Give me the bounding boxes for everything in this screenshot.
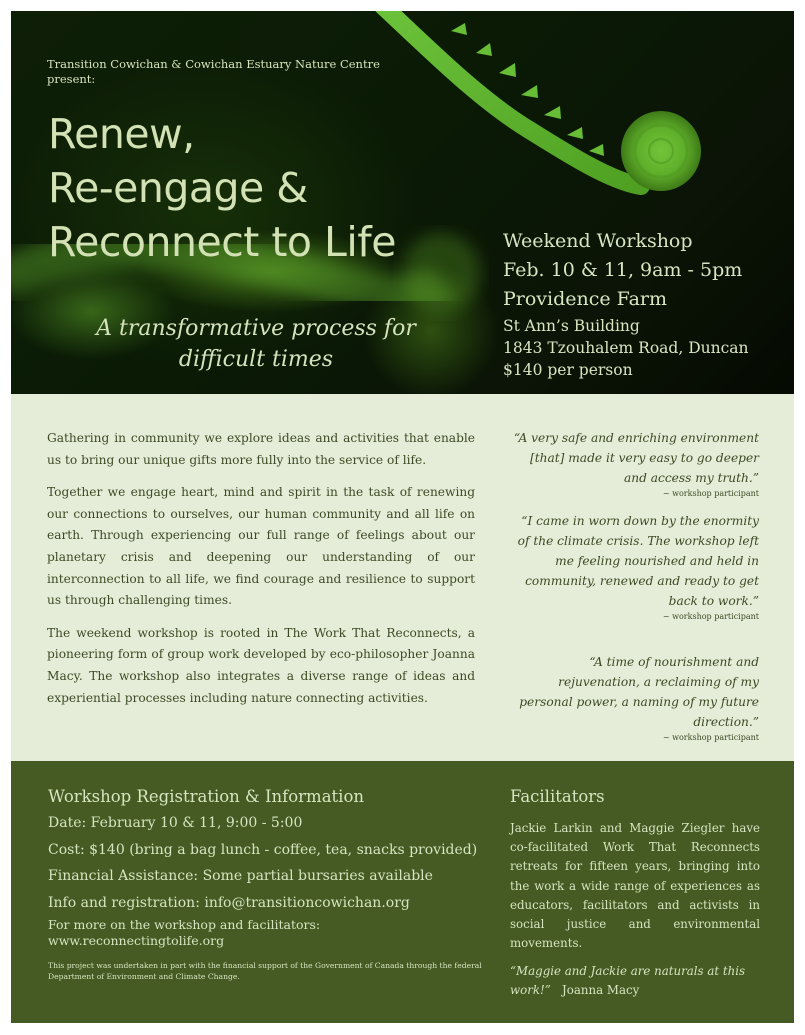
registration-heading: Workshop Registration & Information	[48, 787, 365, 806]
event-details	[503, 227, 793, 381]
presenter-line: Transition Cowichan & Cowichan Estuary Nature Centre	[47, 57, 380, 71]
registration-cost: Cost: $140 (bring a bag lunch - coffee, tea, snacks provided)	[48, 841, 478, 858]
registration-contact-email[interactable]: Info and registration: info@transitioncowichan.org	[48, 894, 410, 911]
testimonials	[511, 428, 759, 755]
subtitle-line: A transformative process for	[96, 316, 416, 341]
presenter-line: present:	[47, 72, 96, 86]
financial-assistance: Financial Assistance: Some partial bursaries available	[48, 868, 433, 884]
event-dates: Feb. 10 & 11, 9am - 5pm	[503, 259, 743, 281]
description-section	[11, 394, 794, 761]
testimonial-attribution: ~ workshop participant	[662, 733, 759, 742]
intro-paragraph: The weekend workshop is rooted in The Work That Reconnects, a pioneering form of group work developed by eco-philosopher Joanna Macy. The workshop also integrates a diverse range of ideas and experiential processes including nature connecting activities.	[47, 625, 475, 705]
flyer-page	[11, 11, 794, 1023]
facilitators-endorsement	[510, 962, 760, 1000]
subtitle-line: difficult times	[178, 347, 334, 372]
title-line: Renew,	[48, 110, 195, 158]
intro-text	[47, 428, 475, 720]
endorsement-quote: “Maggie and Jackie are naturals at this work!”	[510, 964, 746, 998]
testimonial-attribution: ~ workshop participant	[662, 612, 759, 621]
presenter-credit	[47, 57, 507, 87]
event-venue: Providence Farm	[503, 288, 668, 310]
event-subtitle	[51, 313, 461, 375]
event-price: $140 per person	[503, 361, 633, 379]
testimonial-quote: “A time of nourishment and rejuvenation, a reclaiming of my personal power, a naming of my future direction.”	[519, 655, 759, 729]
title-line: Re-engage &	[48, 164, 308, 212]
registration-date: Date: February 10 & 11, 9:00 - 5:00	[48, 815, 303, 831]
facilitators-heading: Facilitators	[510, 787, 605, 806]
event-address: 1843 Tzouhalem Road, Duncan	[503, 339, 749, 357]
funding-acknowledgement: This project was undertaken in part with the financial support of the Government of Canada through the federal Department of Environment and Climate Change.	[48, 961, 482, 981]
facilitators-info	[510, 785, 760, 1000]
testimonial-quote: “I came in worn down by the enormity of the climate crisis. The workshop left me feeling nourished and held in community, renewed and ready to get back to work.”	[517, 514, 759, 608]
registration-info	[48, 785, 488, 982]
facilitators-bio: Jackie Larkin and Maggie Ziegler have co-facilitated Work That Reconnects retreats for fifteen years, bringing into the work a wide range of experiences as educators, facilitators and activists in social justice and environmental movements.	[510, 821, 760, 951]
intro-paragraph: Together we engage heart, mind and spirit in the task of renewing our connections to ourselves, our human community and all life on earth. Through experiencing our full range of feelings about our planetary crisis and deepening our understanding of our interconnection to all life, we find courage and resilience to support us through challenging times.	[47, 485, 475, 608]
endorsement-author: Joanna Macy	[562, 983, 640, 998]
event-type: Weekend Workshop	[503, 230, 693, 252]
website-link[interactable]: www.reconnectingtolife.org	[48, 933, 225, 948]
more-info-label: For more on the workshop and facilitators:	[48, 917, 321, 932]
event-building: St Ann’s Building	[503, 317, 640, 335]
intro-paragraph: Gathering in community we explore ideas and activities that enable us to bring our unique gifts more fully into the service of life.	[47, 431, 475, 467]
header-banner	[11, 11, 794, 394]
testimonial-quote: “A very safe and enriching environment [that] made it very easy to go deeper and access my truth.”	[513, 431, 759, 485]
info-footer	[11, 761, 794, 1023]
title-line: Reconnect to Life	[48, 218, 396, 266]
testimonial-attribution: ~ workshop participant	[662, 489, 759, 498]
event-title	[48, 107, 396, 269]
